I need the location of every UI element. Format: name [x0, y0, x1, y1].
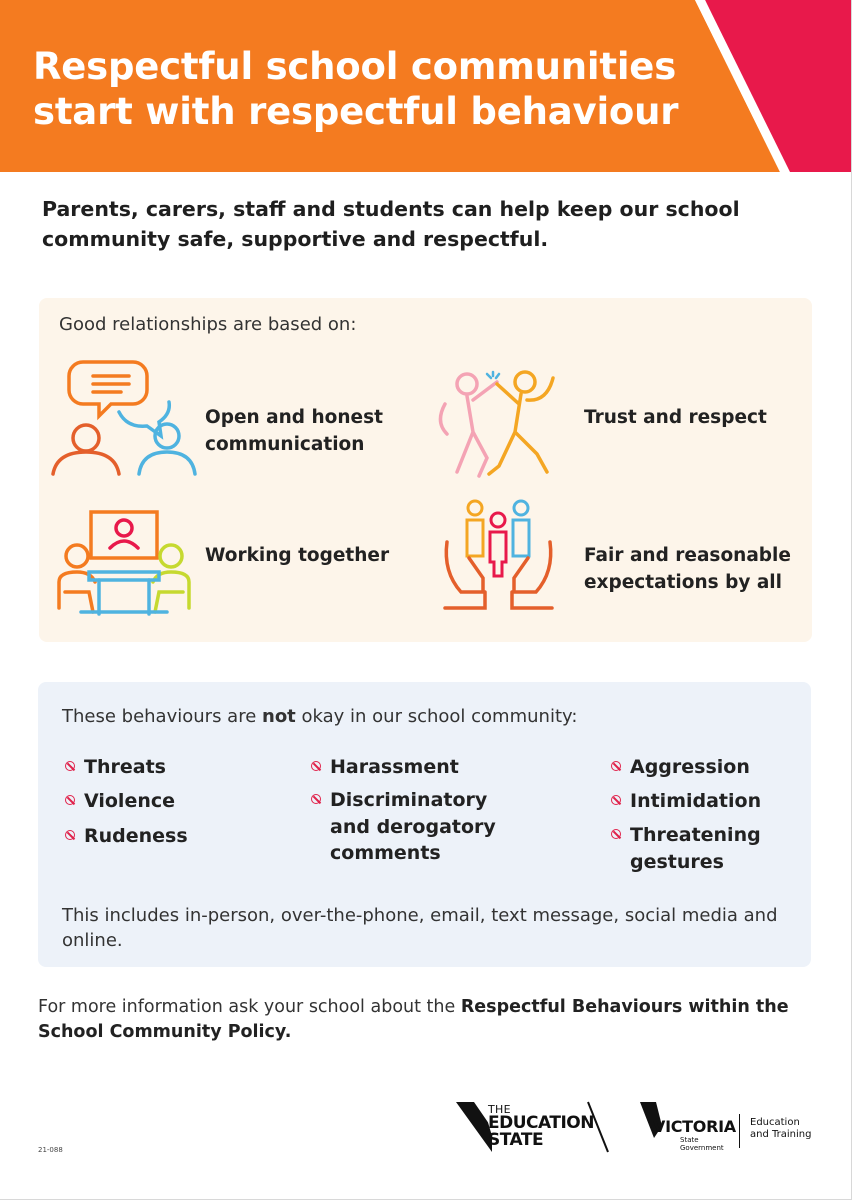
prohibited-icon — [65, 761, 75, 771]
behaviour-violence: Violence — [84, 788, 175, 815]
prohibited-icon — [611, 761, 621, 771]
education-state-wordmark: THE EDUCATION STATE — [488, 1103, 594, 1150]
unacceptable-behaviours-panel — [38, 682, 811, 967]
prohibited-icon — [311, 794, 321, 804]
behaviour-harassment: Harassment — [330, 754, 459, 781]
behaviour-aggression: Aggression — [630, 754, 750, 781]
policy-name: Respectful Behaviours within the School Community Policy. — [38, 997, 789, 1042]
hands-holding-people-icon — [441, 498, 556, 616]
relationship-label-working: Working together — [205, 545, 390, 566]
victoria-wordmark: VICTORIA — [653, 1117, 736, 1136]
department-label: Education and Training — [750, 1117, 812, 1140]
title-line-1: Respectful school communities — [33, 45, 677, 88]
more-info-text: For more information ask your school about the Respectful Behaviours within the School Community Policy. — [38, 997, 789, 1042]
speech-bubbles-people-icon — [49, 356, 209, 478]
relationship-label-trust: Trust and respect — [584, 407, 767, 428]
prohibited-icon — [611, 829, 621, 839]
behaviour-discriminatory: Discriminatory and derogatory comments — [330, 787, 496, 867]
document-code: 21-088 — [38, 1146, 63, 1154]
prohibited-icon — [611, 795, 621, 805]
behaviour-intimidation: Intimidation — [630, 788, 761, 815]
prohibited-icon — [65, 795, 75, 805]
prohibited-icon — [65, 830, 75, 840]
title-line-2: start with respectful behaviour — [33, 90, 679, 133]
behaviour-threats: Threats — [84, 754, 166, 781]
state-government-label: State Government — [680, 1136, 724, 1152]
prohibited-icon — [311, 761, 321, 771]
relationship-label-communication: Open and honest communication — [205, 407, 383, 455]
relationship-label-fair: Fair and reasonable expectations by all — [584, 545, 791, 593]
high-five-people-icon — [429, 370, 564, 482]
intro-text: Parents, carers, staff and students can help keep our school community safe, supportive and respectful. — [42, 197, 740, 251]
unacceptable-behaviours-heading: These behaviours are not okay in our school community: — [62, 706, 578, 727]
behaviour-threatening-gestures: Threatening gestures — [630, 822, 761, 875]
includes-text: This includes in-person, over-the-phone, email, text message, social media and online. — [62, 905, 778, 951]
behaviour-rudeness: Rudeness — [84, 823, 188, 850]
page-title — [33, 44, 678, 134]
meeting-table-icon — [49, 508, 199, 618]
good-relationships-heading: Good relationships are based on: — [59, 314, 357, 335]
good-relationships-panel — [39, 298, 812, 642]
logo-separator — [739, 1114, 740, 1148]
